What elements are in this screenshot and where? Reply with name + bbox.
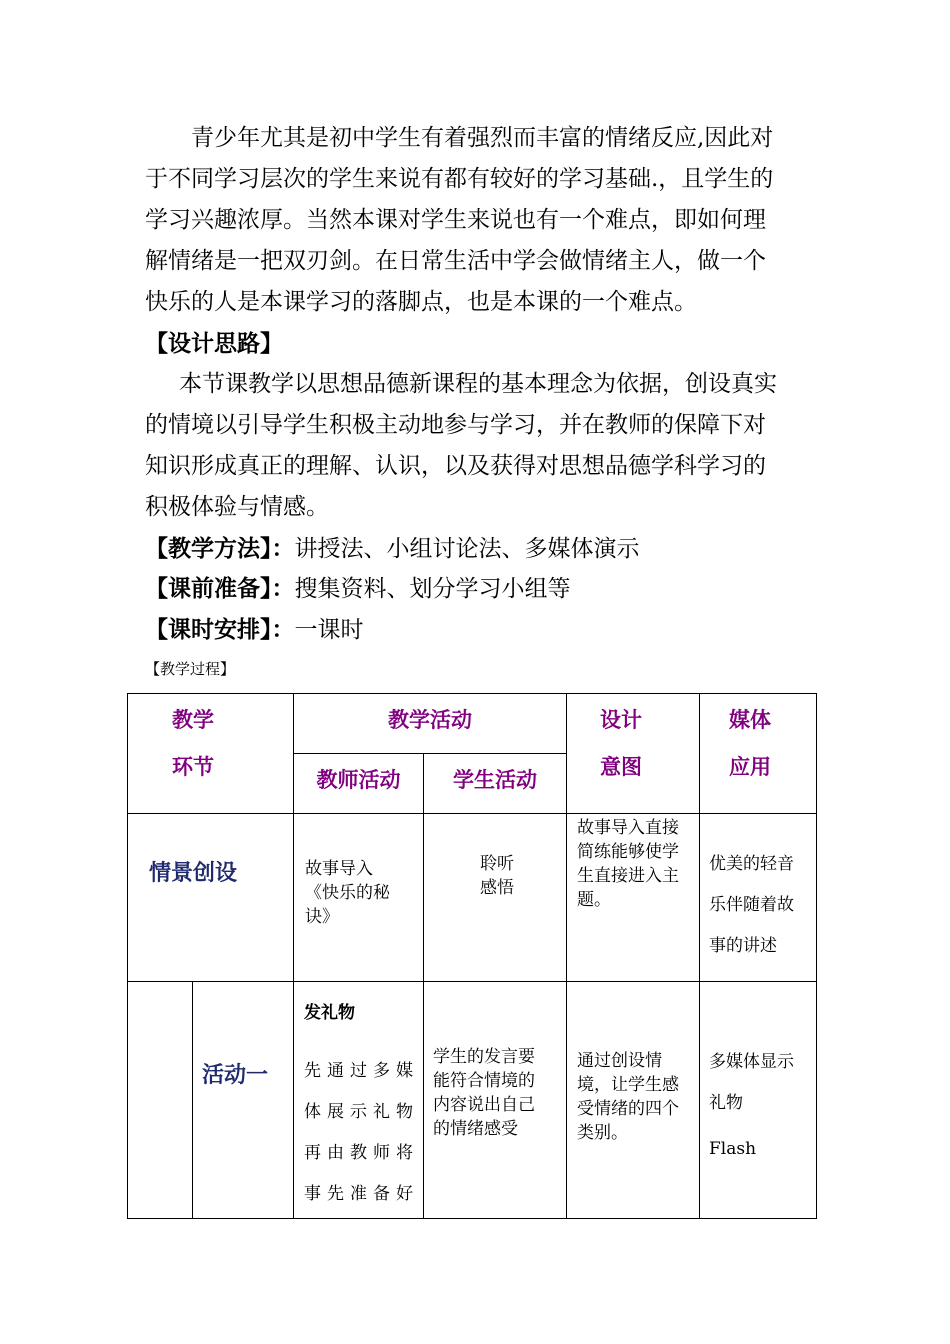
row2-teacher-line: 再由教师将 [304,1143,413,1163]
row2-intent-line: 类别。 [577,1123,628,1143]
design-paragraph [145,364,810,528]
header-media-cell [700,694,817,814]
row2-media-cell [700,982,817,1219]
row2-teacher-line: 先通过多媒 [304,1061,413,1081]
row1-media-line: 事的讲述 [709,936,777,956]
schedule-separator: ： [271,616,295,643]
row1-intent-cell [567,814,700,982]
prep-line [145,568,571,610]
row1-intent-line: 生直接进入主 [577,866,679,886]
header-segment-cell [128,694,294,814]
intro-paragraph [145,118,810,323]
row2-student-line: 能符合情境的 [433,1071,535,1091]
table-row [128,982,817,1219]
row2-intent-line: 境，让学生感 [577,1075,679,1095]
row2-intent-line: 通过创设情 [577,1051,662,1071]
row2-blank-cell [128,982,193,1219]
row2-teacher-line: 事先准备好 [304,1184,413,1204]
header-intent-line2: 意图 [600,755,642,779]
row2-teacher-cell [294,982,424,1219]
row2-teacher-line: 体展示礼物 [304,1102,413,1122]
row1-segment: 情景创设 [149,861,238,886]
intro-line: 解情绪是一把双刃剑。在日常生活中学会做情绪主人，做一个 [145,248,766,274]
row1-media-line: 乐伴随着故 [709,895,794,915]
row1-intent-line: 题。 [577,890,611,910]
header-intent-line1: 设计 [600,708,642,732]
row1-intent-line: 故事导入直接 [577,818,679,838]
schedule-value: 一课时 [294,617,364,643]
row1-teacher-line: 故事导入 [305,859,373,879]
table-header-row [128,694,817,754]
row2-student-line: 的情绪感受 [433,1119,518,1139]
row1-media-line: 优美的轻音 [709,854,794,874]
row2-intent-cell [567,982,700,1219]
row2-segment: 活动一 [202,1063,269,1088]
header-teacher-cell [294,754,424,814]
row2-segment-cell [193,982,294,1219]
method-value: 讲授法、小组讨论法、多媒体演示 [294,536,640,562]
intro-line: 于不同学习层次的学生来说有都有较好的学习基础.，且学生的 [145,166,774,192]
row1-teacher-line: 《快乐的秘 [305,883,390,903]
prep-value: 搜集资料、划分学习小组等 [294,576,571,602]
design-line: 本节课教学以思想品德新课程的基本理念为依据，创设真实 [179,371,777,397]
header-activity: 教学活动 [388,708,472,732]
row1-teacher-cell [294,814,424,982]
prep-separator: ： [271,575,295,602]
header-intent-cell [567,694,700,814]
row2-media-line: 礼物 [709,1093,743,1113]
row1-student-line: 聆听 [480,854,514,874]
row2-intent-line: 受情绪的四个 [577,1099,679,1119]
intro-line: 学习兴趣浓厚。当然本课对学生来说也有一个难点，即如何理 [145,207,766,233]
header-media-line1: 媒体 [729,708,771,732]
prep-heading: 【课前准备】 [145,575,272,602]
row2-student-line: 学生的发言要 [433,1047,535,1067]
design-line: 知识形成真正的理解、认识，以及获得对思想品德学科学习的 [145,453,766,479]
intro-line: 快乐的人是本课学习的落脚点，也是本课的一个难点。 [145,289,697,315]
row1-student-line: 感悟 [480,878,514,898]
row1-intent-line: 简练能够使学 [577,842,679,862]
row2-student-line: 内容说出自己 [433,1095,535,1115]
intro-line: 青少年尤其是初中学生有着强烈而丰富的情绪反应,因此对 [191,125,774,151]
header-segment-line2: 环节 [172,755,214,779]
header-student: 学生活动 [453,768,537,792]
schedule-line [145,609,364,651]
design-line: 的情境以引导学生积极主动地参与学习，并在教师的保障下对 [145,412,766,438]
schedule-heading: 【课时安排】 [145,616,272,643]
row1-media-cell [700,814,817,982]
row2-student-cell [424,982,567,1219]
method-line [145,528,640,570]
header-segment-line1: 教学 [172,708,214,732]
row2-media-line: 多媒体显示 [709,1052,794,1072]
header-activity-cell [294,694,567,754]
design-line: 积极体验与情感。 [145,494,329,520]
row1-teacher-line: 诀》 [305,907,339,927]
header-media-line2: 应用 [729,755,771,779]
header-student-cell [424,754,567,814]
row1-segment-cell [128,814,294,982]
design-heading: 【设计思路】 [145,330,283,357]
method-heading: 【教学方法】 [145,535,272,562]
process-table [127,693,817,1219]
method-separator: ： [271,535,295,562]
process-label: 【教学过程】 [145,660,236,678]
header-teacher: 教师活动 [316,768,401,792]
row2-media-line: Flash [709,1139,757,1159]
row1-student-cell [424,814,567,982]
table-row [128,814,817,982]
row2-teacher-title: 发礼物 [304,1003,355,1023]
